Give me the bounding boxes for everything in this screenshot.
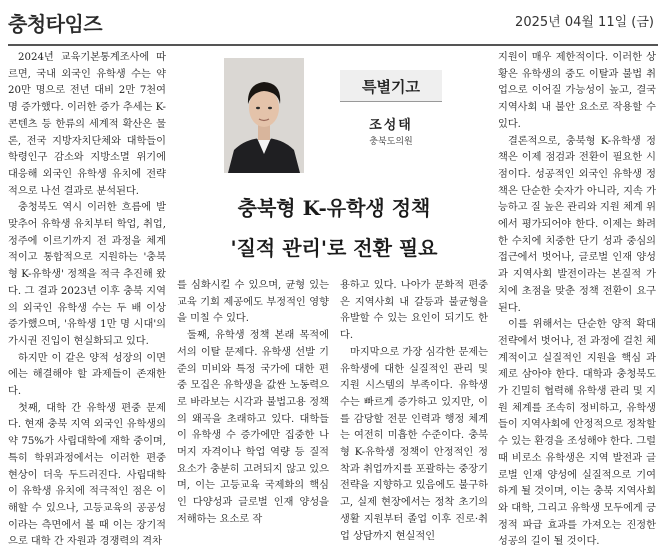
newspaper-logo: 충청타임즈	[8, 12, 103, 36]
paragraph: 지원이 매우 제한적이다. 이러한 상황은 유학생의 중도 이탈과 불법 취업으로 이어질 가능성이 높고, 결국 지역사회 내 불안 요소로 작용할 수 있다.	[498, 52, 656, 130]
masthead	[8, 6, 658, 40]
paragraph: 를 심화시킬 수 있으며, 균형 있는 교육 기회 제공에도 부정적인 영향을 미칠 수 있다.	[177, 280, 329, 325]
paragraph: 마지막으로 가장 심각한 문제는 유학생에 대한 실질적인 관리 및 지원 시스템의 부족이다. 유학생 수는 빠르게 증가하고 있지만, 이를 감당할 전문 인력과 행정 체계는 여전히 미흡한 수준이다. 충북형 K-유학생 정책이 안정적인 정착과 취업까지를 포괄하는 중장기 전략을 지향하고 있음에도 불구하고, 실제 현장에서는 정착 초기의 생활 지원부터 졸업 이후 진로·취업 상담까지 현실적인	[340, 346, 488, 542]
paragraph: 충청북도 역시 이러한 흐름에 발맞추어 유학생 유치부터 학업, 취업, 정주에 이르기까지 전 과정을 체계적이고 통합적으로 지원하는 '충북형 K-유학생' 정책을 적극 추진해 왔다. 그 결과 2023년 이후 충북 지역의 외국인 유학생 수는 두 배 이상 증가했으며, '유학생 1만 명 시대'의 가시권 진입이 현실화되고 있다.	[8, 202, 166, 347]
article-column-2	[177, 278, 329, 525]
author-photo	[224, 58, 304, 173]
section-label-box	[340, 70, 442, 102]
author-title: 충북도의원	[369, 137, 413, 147]
paragraph: 결론적으로, 충북형 K-유학생 정책은 이제 점검과 전환이 필요한 시점이다. 성공적인 외국인 유학생 정책은 단순한 숫자가 아니라, 지속 가능하고 질 높은 관리와 지원 체계 위에서 평가되어야 한다. 이제는 화려한 수치에 치중한 단기 성과 중심의 접근에서 벗어나, 글로벌 인재 양성과 지역사회 발전이라는 본질적 가치에 초점을 맞춘 정책 전환이 요구된다.	[498, 135, 656, 314]
paragraph: 용하고 있다. 나아가 문화적 편중은 지역사회 내 갈등과 불균형을 유발할 수 있는 요인이 되기도 한다.	[340, 280, 488, 342]
paragraph: 둘째, 유학생 정책 본래 목적에서의 이탈 문제다. 유학생 선발 기준의 미비와 특정 국가에 대한 편중 모집은 유학생을 값싼 노동력으로 바라보는 시각과 불법고용 정책의 왜곡을 초래하고 있다. 대학들이 유학생 수 증가에만 집중한 나머지 자격이나 학업 역량 등 질적 요소가 충분히 고려되지 않고 있으며, 이는 고등교육 국제화의 핵심인 다양성과 글로벌 인재 양성을 저해하는 요소로 작	[177, 330, 329, 525]
section-label: 특별기고	[362, 78, 420, 96]
author-name: 조성태	[369, 118, 413, 133]
paragraph: 2024년 교육기본통계조사에 따르면, 국내 외국인 유학생 수는 약 20만 명으로 전년 대비 2만 7천여 명 증가했다. 이러한 증가 추세는 K-콘텐츠 등 한류의 세계적 확산은 물론, 전국 지방자치단체와 대학들이 학령인구 감소와 지방소멸 위기에 대응해 외국인 유학생 유치에 전략적으로 나선 결과로 분석된다.	[8, 52, 166, 197]
paragraph: 이를 위해서는 단순한 양적 확대 전략에서 벗어나, 전 과정에 걸친 체계적이고 실질적인 지원을 핵심 과제로 삼아야 한다. 대학과 충청북도가 긴밀히 협력해 유학생 관리 및 지원 체계를 조속히 정비하고, 유학생들이 지역사회에 안정적으로 정착할 수 있는 환경을 조성해야 한다. 그럴 때 비로소 유학생은 지역 발전과 글로벌 인재 양성에 실질적으로 기여하게 될 것이며, 이는 충북 지역사회와 대학, 그리고 유학생 모두에게 긍정적 파급 효과를 가져오는 진정한 성공의 길이 될 것이다.	[498, 319, 656, 548]
headline-line-1: 충북형 K-유학생 정책	[237, 196, 431, 220]
article-column-4	[498, 50, 656, 548]
publication-date: 2025년 04월 11일 (금)	[515, 15, 654, 30]
paragraph: 첫째, 대학 간 유학생 편중 문제다. 현재 충북 지역 외국인 유학생의 약 75%가 사립대학에 재학 중이며, 특히 학위과정에서는 이러한 편중 현상이 더욱 두드러진다. 사립대학이 유학생 유치에 적극적인 점은 이해할 수 있으나, 고등교육의 공공성이라는 측면에서 볼 때 이는 장기적으로 대학 간 자원과 경쟁력의 격차	[8, 402, 166, 548]
paragraph: 하지만 이 같은 양적 성장의 이면에는 해결해야 할 과제들이 존재한다.	[8, 352, 166, 398]
headline-line-2: '질적 관리'로 전환 필요	[230, 236, 438, 260]
masthead-divider	[8, 44, 658, 46]
article-column-3	[340, 278, 488, 542]
article-column-1	[8, 50, 166, 548]
